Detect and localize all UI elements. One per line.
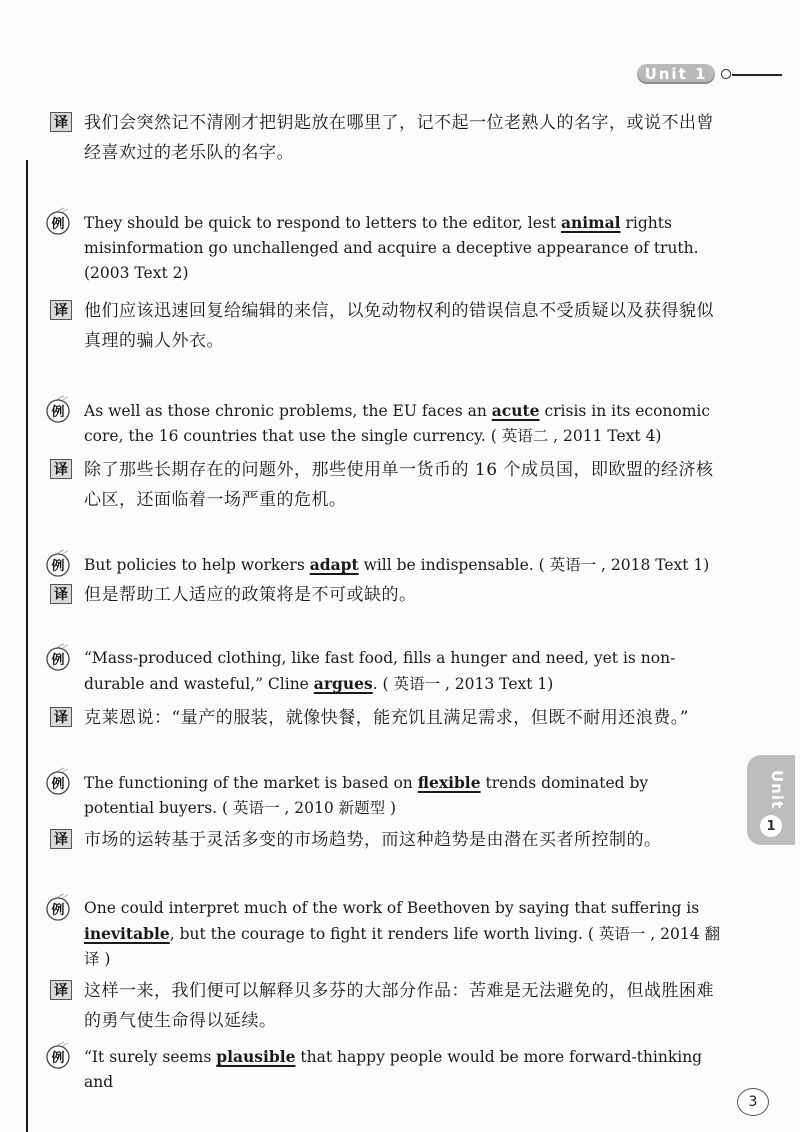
svg-text:例: 例 (51, 217, 65, 232)
translation-text: 这样一来，我们便可以解释贝多芬的大部分作品：苦难是无法避免的，但战胜困难的勇气使生命得以延续。 (84, 981, 714, 1031)
example-entry (44, 896, 720, 1036)
svg-text:例: 例 (51, 777, 65, 792)
keyword: flexible (417, 773, 481, 792)
example-sentence: They should be quick to respond to letters to the editor, lest animal rights misinformation go unchallenged and acquire a deceptive appearance of truth. (2003 Text 2) (84, 213, 699, 282)
svg-text:例: 例 (51, 903, 65, 918)
translation-icon: 译 (50, 459, 72, 479)
translation-icon: 译 (50, 980, 72, 1000)
example-sentence: But policies to help workers adapt will be indispensable. ( 英语一 , 2018 Text 1) (84, 555, 710, 574)
unit-badge: Unit 1 (637, 64, 715, 84)
example-entry (44, 646, 720, 733)
example-icon (44, 394, 76, 424)
example-entry (44, 1044, 720, 1095)
svg-text:例: 例 (51, 559, 65, 574)
example-entry (44, 398, 720, 515)
example-icon (44, 1040, 76, 1070)
entry-translation-continued (44, 108, 720, 168)
translation-icon: 译 (50, 112, 72, 132)
translation-text: 他们应该迅速回复给编辑的来信，以免动物权利的错误信息不受质疑以及获得貌似真理的骗人外衣。 (84, 301, 714, 351)
keyword: plausible (216, 1047, 296, 1066)
svg-text:例: 例 (51, 653, 65, 668)
translation-text: 除了那些长期存在的问题外，那些使用单一货币的 16 个成员国，即欧盟的经济核心区，还面临着一场严重的危机。 (84, 460, 714, 510)
keyword: animal (560, 213, 621, 232)
translation-icon: 译 (50, 300, 72, 320)
header-rule (732, 74, 782, 76)
keyword: inevitable (84, 924, 170, 943)
keyword: argues (313, 674, 373, 693)
side-unit-tab-label: Unit (768, 770, 786, 810)
example-entry (44, 770, 720, 855)
translation-text: 市场的运转基于灵活多变的市场趋势，而这种趋势是由潜在买者所控制的。 (84, 830, 662, 850)
translation-text: 克莱恩说：“量产的服装，就像快餐，能充饥且满足需求，但既不耐用还浪费。” (84, 708, 689, 728)
keyword: acute (491, 401, 540, 420)
translation-icon: 译 (50, 584, 72, 604)
example-icon (44, 892, 76, 922)
example-sentence: One could interpret much of the work of Beethoven by saying that suffering is inevitable, but the courage to fight it renders life worth living. ( 英语一 , 2014 翻译 ) (84, 899, 720, 968)
translation-icon: 译 (50, 829, 72, 849)
example-sentence: “It surely seems plausible that happy people would be more forward-thinking and (84, 1047, 703, 1091)
example-sentence: “Mass-produced clothing, like fast food, fills a hunger and need, yet is non-durable and wasteful,” Cline argues. ( 英语一 , 2013 Text 1) (84, 649, 676, 693)
translation-text: 但是帮助工人适应的政策将是不可或缺的。 (84, 585, 417, 605)
translation-text: 我们会突然记不清刚才把钥匙放在哪里了，记不起一位老熟人的名字，或说不出曾经喜欢过的老乐队的名字。 (84, 113, 714, 163)
page-number: 3 (737, 1088, 769, 1116)
margin-rule (26, 160, 28, 1132)
side-unit-tab-number: 1 (760, 815, 782, 837)
example-entry (44, 552, 720, 610)
example-sentence: As well as those chronic problems, the EU faces an acute crisis in its economic core, the 16 countries that use the single currency. ( 英语二 , 2011 Text 4) (84, 401, 711, 445)
example-icon (44, 642, 76, 672)
svg-text:例: 例 (51, 405, 65, 420)
example-sentence: The functioning of the market is based on flexible trends dominated by potential buyers. ( 英语一 , 2010 新题型 ) (84, 773, 649, 817)
translation-icon: 译 (50, 707, 72, 727)
header-rule-circle (721, 69, 731, 79)
example-icon (44, 206, 76, 236)
example-entry (44, 210, 720, 356)
svg-text:例: 例 (51, 1051, 65, 1066)
example-icon (44, 766, 76, 796)
keyword: adapt (309, 555, 359, 574)
example-icon (44, 548, 76, 578)
